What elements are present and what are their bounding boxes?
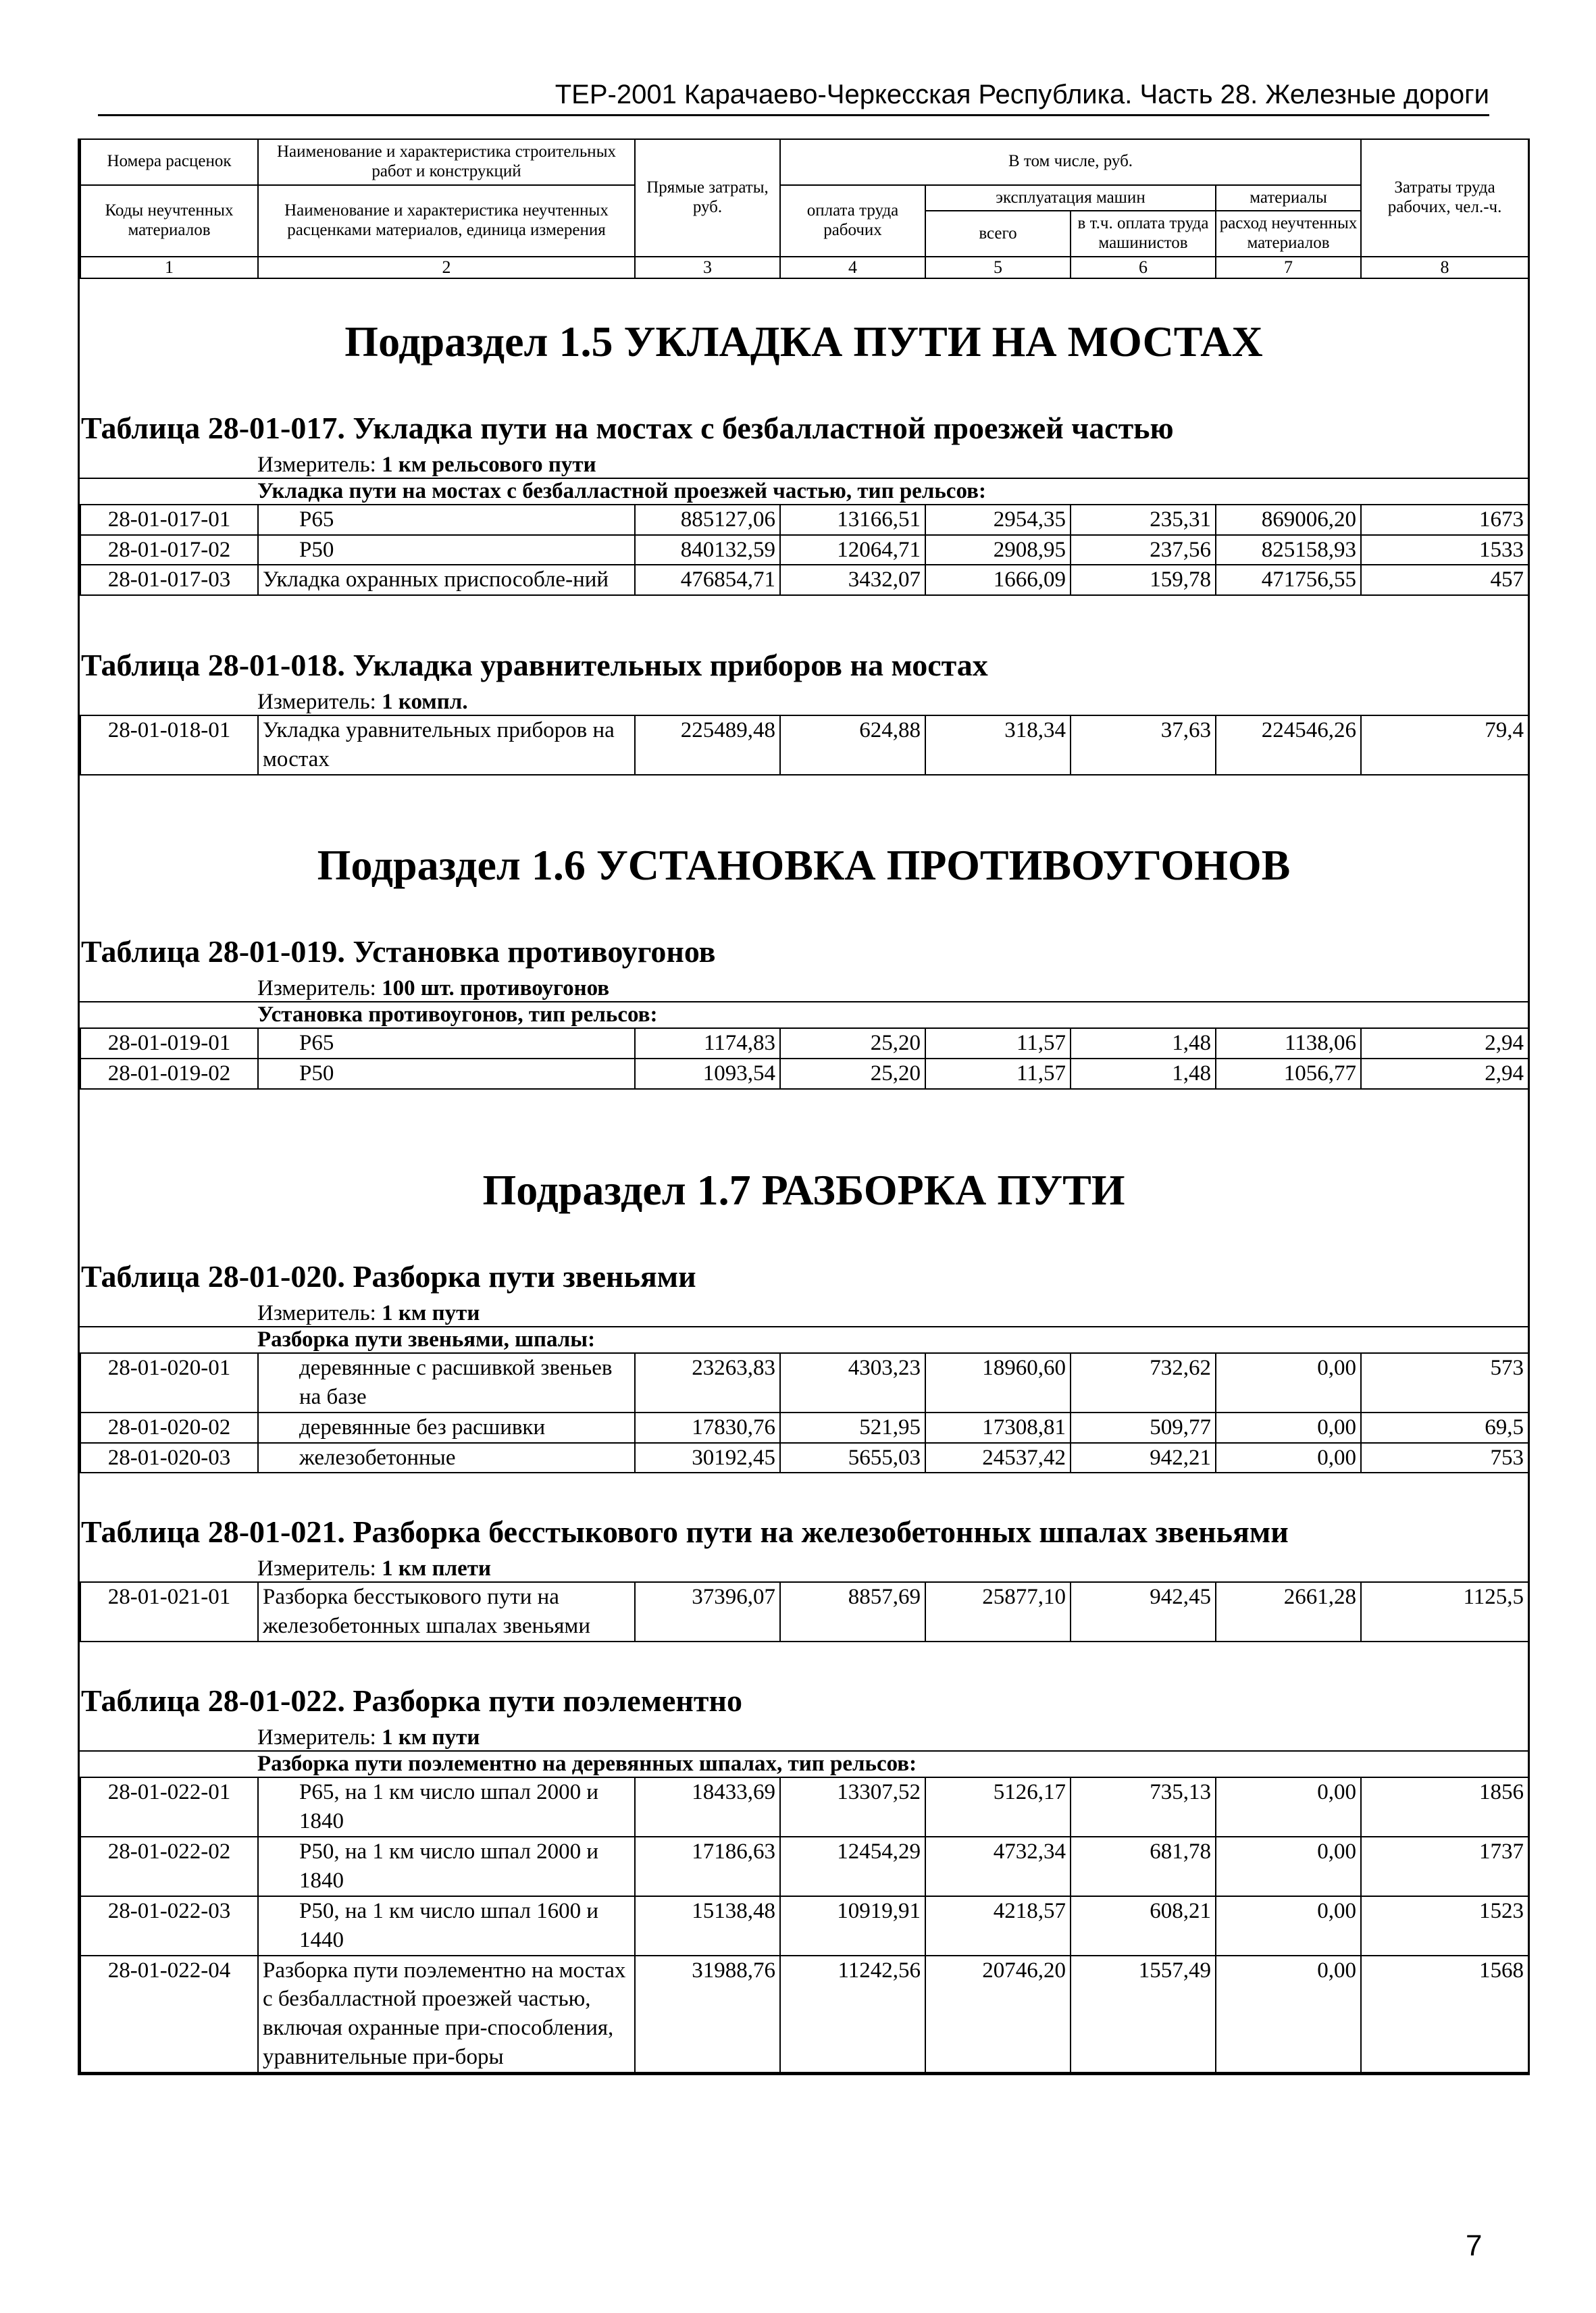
table-title: Таблица 28-01-020. Разборка пути звеньями (81, 1259, 696, 1294)
direct-costs: 17186,63 (635, 1837, 780, 1896)
direct-costs: 37396,07 (635, 1582, 780, 1642)
workers-pay: 13166,51 (780, 505, 925, 535)
work-name: Р65 (258, 505, 635, 535)
table-row (80, 1443, 1528, 1473)
col-header-material-use: расход неучтенных материалов (1216, 211, 1361, 257)
labor-hours: 1523 (1361, 1896, 1528, 1956)
table-row (80, 1582, 1528, 1642)
machines-total: 4218,57 (925, 1896, 1071, 1956)
rate-code: 28-01-022-02 (80, 1837, 258, 1896)
operators-pay: 237,56 (1071, 535, 1216, 565)
col-num: 5 (925, 257, 1071, 278)
rate-code: 28-01-018-01 (80, 715, 258, 775)
rate-code: 28-01-020-02 (80, 1413, 258, 1443)
machines-total: 25877,10 (925, 1582, 1071, 1642)
direct-costs: 1174,83 (635, 1028, 780, 1059)
workers-pay: 25,20 (780, 1028, 925, 1059)
rate-code: 28-01-017-03 (80, 565, 258, 595)
table-row (80, 1777, 1528, 1837)
measure-label: Измеритель: (257, 1300, 382, 1325)
table-row (80, 535, 1528, 565)
col-num: 4 (780, 257, 925, 278)
workers-pay: 3432,07 (780, 565, 925, 595)
workers-pay: 13307,52 (780, 1777, 925, 1837)
measure-unit (80, 1301, 1528, 1326)
operators-pay: 37,63 (1071, 715, 1216, 775)
workers-pay: 11242,56 (780, 1956, 925, 2073)
operators-pay: 942,21 (1071, 1443, 1216, 1473)
work-name: Разборка пути поэлементно на мостах с безбалластной проезжей частью, включая охранные при-способления, уравнительные при-боры (258, 1956, 635, 2073)
materials-cost: 0,00 (1216, 1896, 1361, 1956)
rates-table (80, 1352, 1529, 1474)
work-name: Р50, на 1 км число шпал 2000 и 1840 (258, 1837, 635, 1896)
materials-cost: 825158,93 (1216, 535, 1361, 565)
labor-hours: 1568 (1361, 1956, 1528, 2073)
table-row (80, 1028, 1528, 1059)
rates-table (80, 1777, 1529, 2073)
measure-value: 1 км плети (382, 1556, 491, 1581)
materials-cost: 0,00 (1216, 1413, 1361, 1443)
operators-pay: 1,48 (1071, 1028, 1216, 1059)
sections-container (80, 279, 1528, 2073)
direct-costs: 17830,76 (635, 1413, 780, 1443)
labor-hours: 69,5 (1361, 1413, 1528, 1443)
labor-hours: 1856 (1361, 1777, 1528, 1837)
rate-code: 28-01-022-04 (80, 1956, 258, 2073)
operators-pay: 732,62 (1071, 1353, 1216, 1413)
labor-hours: 457 (1361, 565, 1528, 595)
measure-label: Измеритель: (257, 1725, 382, 1750)
labor-hours: 1125,5 (1361, 1582, 1528, 1642)
materials-cost: 0,00 (1216, 1353, 1361, 1413)
col-num: 1 (80, 257, 258, 278)
materials-cost: 869006,20 (1216, 505, 1361, 535)
rates-table (80, 504, 1529, 596)
direct-costs: 30192,45 (635, 1443, 780, 1473)
labor-hours: 753 (1361, 1443, 1528, 1473)
labor-hours: 1533 (1361, 535, 1528, 565)
measure-unit (80, 453, 1528, 478)
measure-value: 1 км пути (382, 1725, 480, 1750)
table-title: Таблица 28-01-018. Укладка уравнительных приборов на мостах (81, 648, 988, 683)
table-title: Таблица 28-01-019. Установка противоугонов (81, 934, 716, 969)
table-title: Таблица 28-01-022. Разборка пути поэлементно (81, 1683, 743, 1719)
measure-unit (80, 690, 1528, 715)
table-row (80, 1956, 1528, 2073)
machines-total: 1666,09 (925, 565, 1071, 595)
measure-value: 1 км пути (382, 1300, 480, 1325)
operators-pay: 942,45 (1071, 1582, 1216, 1642)
col-num: 7 (1216, 257, 1361, 278)
col-header-direct-costs: Прямые затраты, руб. (635, 139, 780, 257)
operators-pay: 159,78 (1071, 565, 1216, 595)
workers-pay: 521,95 (780, 1413, 925, 1443)
measure-label: Измеритель: (257, 1556, 382, 1581)
rate-code: 28-01-017-02 (80, 535, 258, 565)
page-number: 7 (1466, 2229, 1483, 2262)
labor-hours: 2,94 (1361, 1028, 1528, 1059)
work-name: Р65 (258, 1028, 635, 1059)
direct-costs: 225489,48 (635, 715, 780, 775)
column-header-table (80, 138, 1529, 279)
workers-pay: 25,20 (780, 1059, 925, 1089)
direct-costs: 15138,48 (635, 1896, 780, 1956)
operators-pay: 1,48 (1071, 1059, 1216, 1089)
group-heading: Укладка пути на мостах с безбалластной проезжей частью, тип рельсов: (80, 478, 1528, 504)
col-header-including: В том числе, руб. (780, 139, 1361, 185)
work-name: деревянные без расшивки (258, 1413, 635, 1443)
work-name: Р50 (258, 535, 635, 565)
materials-cost: 0,00 (1216, 1956, 1361, 2073)
rate-code: 28-01-020-01 (80, 1353, 258, 1413)
labor-hours: 573 (1361, 1353, 1528, 1413)
subsection-title: Подраздел 1.6 УСТАНОВКА ПРОТИВОУГОНОВ (317, 841, 1291, 890)
machines-total: 318,34 (925, 715, 1071, 775)
measure-value: 1 компл. (382, 690, 468, 715)
direct-costs: 840132,59 (635, 535, 780, 565)
workers-pay: 10919,91 (780, 1896, 925, 1956)
measure-value: 1 км рельсового пути (382, 452, 596, 477)
measure-unit (80, 1725, 1528, 1750)
direct-costs: 31988,76 (635, 1956, 780, 2073)
materials-cost: 0,00 (1216, 1443, 1361, 1473)
subsection-title: Подраздел 1.5 УКЛАДКА ПУТИ НА МОСТАХ (344, 317, 1263, 365)
col-header-total: всего (925, 211, 1071, 257)
operators-pay: 681,78 (1071, 1837, 1216, 1896)
table-row (80, 1413, 1528, 1443)
group-heading: Установка противоугонов, тип рельсов: (80, 1001, 1528, 1027)
subsection-title: Подраздел 1.7 РАЗБОРКА ПУТИ (482, 1165, 1125, 1214)
direct-costs: 23263,83 (635, 1353, 780, 1413)
operators-pay: 735,13 (1071, 1777, 1216, 1837)
machines-total: 20746,20 (925, 1956, 1071, 2073)
col-num: 8 (1361, 257, 1528, 278)
rate-code: 28-01-019-02 (80, 1059, 258, 1089)
group-heading: Разборка пути поэлементно на деревянных шпалах, тип рельсов: (80, 1750, 1528, 1777)
table-row (80, 505, 1528, 535)
col-header-labor: Затраты труда рабочих, чел.-ч. (1361, 139, 1528, 257)
table-row (80, 565, 1528, 595)
measure-label: Измеритель: (257, 452, 382, 477)
section-gap (80, 1473, 1528, 1500)
workers-pay: 8857,69 (780, 1582, 925, 1642)
work-name: Р50, на 1 км число шпал 1600 и 1440 (258, 1896, 635, 1956)
work-name: Р65, на 1 км число шпал 2000 и 1840 (258, 1777, 635, 1837)
materials-cost: 1138,06 (1216, 1028, 1361, 1059)
group-heading: Разборка пути звеньями, шпалы: (80, 1326, 1528, 1352)
machines-total: 11,57 (925, 1028, 1071, 1059)
rate-code: 28-01-021-01 (80, 1582, 258, 1642)
materials-cost: 471756,55 (1216, 565, 1361, 595)
table-row (80, 1059, 1528, 1089)
measure-label: Измеритель: (257, 690, 382, 715)
machines-total: 24537,42 (925, 1443, 1071, 1473)
direct-costs: 476854,71 (635, 565, 780, 595)
work-name: железобетонные (258, 1443, 635, 1473)
work-name: Укладка уравнительных приборов на мостах (258, 715, 635, 775)
col-num: 2 (258, 257, 635, 278)
direct-costs: 885127,06 (635, 505, 780, 535)
col-header-material-codes: Коды неучтенных материалов (80, 185, 258, 257)
col-header-workers-pay: оплата труда рабочих (780, 185, 925, 257)
operators-pay: 235,31 (1071, 505, 1216, 535)
labor-hours: 79,4 (1361, 715, 1528, 775)
labor-hours: 1673 (1361, 505, 1528, 535)
rate-code: 28-01-022-01 (80, 1777, 258, 1837)
measure-unit (80, 976, 1528, 1001)
materials-cost: 1056,77 (1216, 1059, 1361, 1089)
table-row (80, 1896, 1528, 1956)
operators-pay: 1557,49 (1071, 1956, 1216, 2073)
machines-total: 2908,95 (925, 535, 1071, 565)
labor-hours: 1737 (1361, 1837, 1528, 1896)
col-header-codes: Номера расценок (80, 139, 258, 185)
rate-code: 28-01-020-03 (80, 1443, 258, 1473)
work-name: Р50 (258, 1059, 635, 1089)
rate-code: 28-01-019-01 (80, 1028, 258, 1059)
operators-pay: 608,21 (1071, 1896, 1216, 1956)
col-num: 3 (635, 257, 780, 278)
machines-total: 17308,81 (925, 1413, 1071, 1443)
workers-pay: 624,88 (780, 715, 925, 775)
col-header-materials: материалы (1216, 185, 1361, 211)
materials-cost: 0,00 (1216, 1837, 1361, 1896)
rates-table (80, 1581, 1529, 1642)
materials-cost: 2661,28 (1216, 1582, 1361, 1642)
materials-cost: 224546,26 (1216, 715, 1361, 775)
col-header-material-name: Наименование и характеристика неучтенных расценками материалов, единица измерения (258, 185, 635, 257)
direct-costs: 18433,69 (635, 1777, 780, 1837)
direct-costs: 1093,54 (635, 1059, 780, 1089)
table-row (80, 1837, 1528, 1896)
labor-hours: 2,94 (1361, 1059, 1528, 1089)
work-name: Укладка охранных приспособле-ний (258, 565, 635, 595)
section-gap (80, 596, 1528, 634)
section-gap (80, 1090, 1528, 1127)
col-header-name: Наименование и характеристика строительных работ и конструкций (258, 139, 635, 185)
materials-cost: 0,00 (1216, 1777, 1361, 1837)
machines-total: 4732,34 (925, 1837, 1071, 1896)
measure-unit (80, 1556, 1528, 1581)
machines-total: 2954,35 (925, 505, 1071, 535)
workers-pay: 12064,71 (780, 535, 925, 565)
machines-total: 11,57 (925, 1059, 1071, 1089)
workers-pay: 12454,29 (780, 1837, 925, 1896)
rates-table (80, 715, 1529, 776)
work-name: деревянные с расшивкой звеньев на базе (258, 1353, 635, 1413)
measure-label: Измеритель: (257, 976, 382, 1001)
col-header-machines: эксплуатация машин (925, 185, 1216, 211)
rates-table (80, 1027, 1529, 1090)
section-gap (80, 1642, 1528, 1669)
table-title: Таблица 28-01-021. Разборка бесстыкового пути на железобетонных шпалах звеньями (81, 1515, 1289, 1550)
workers-pay: 5655,03 (780, 1443, 925, 1473)
workers-pay: 4303,23 (780, 1353, 925, 1413)
machines-total: 18960,60 (925, 1353, 1071, 1413)
table-row (80, 1353, 1528, 1413)
machines-total: 5126,17 (925, 1777, 1071, 1837)
measure-value: 100 шт. противоугонов (382, 976, 610, 1001)
operators-pay: 509,77 (1071, 1413, 1216, 1443)
rate-code: 28-01-022-03 (80, 1896, 258, 1956)
rate-code: 28-01-017-01 (80, 505, 258, 535)
col-num: 6 (1071, 257, 1216, 278)
col-header-operators-pay: в т.ч. оплата труда машинистов (1071, 211, 1216, 257)
table-row (80, 715, 1528, 775)
document-body (78, 138, 1530, 2075)
table-title: Таблица 28-01-017. Укладка пути на мостах с безбалластной проезжей частью (81, 410, 1174, 445)
work-name: Разборка бесстыкового пути на железобетонных шпалах звеньями (258, 1582, 635, 1642)
section-gap (80, 776, 1528, 803)
page-header: ТЕР-2001 Карачаево-Черкесская Республика. Часть 28. Железные дороги (98, 80, 1489, 116)
